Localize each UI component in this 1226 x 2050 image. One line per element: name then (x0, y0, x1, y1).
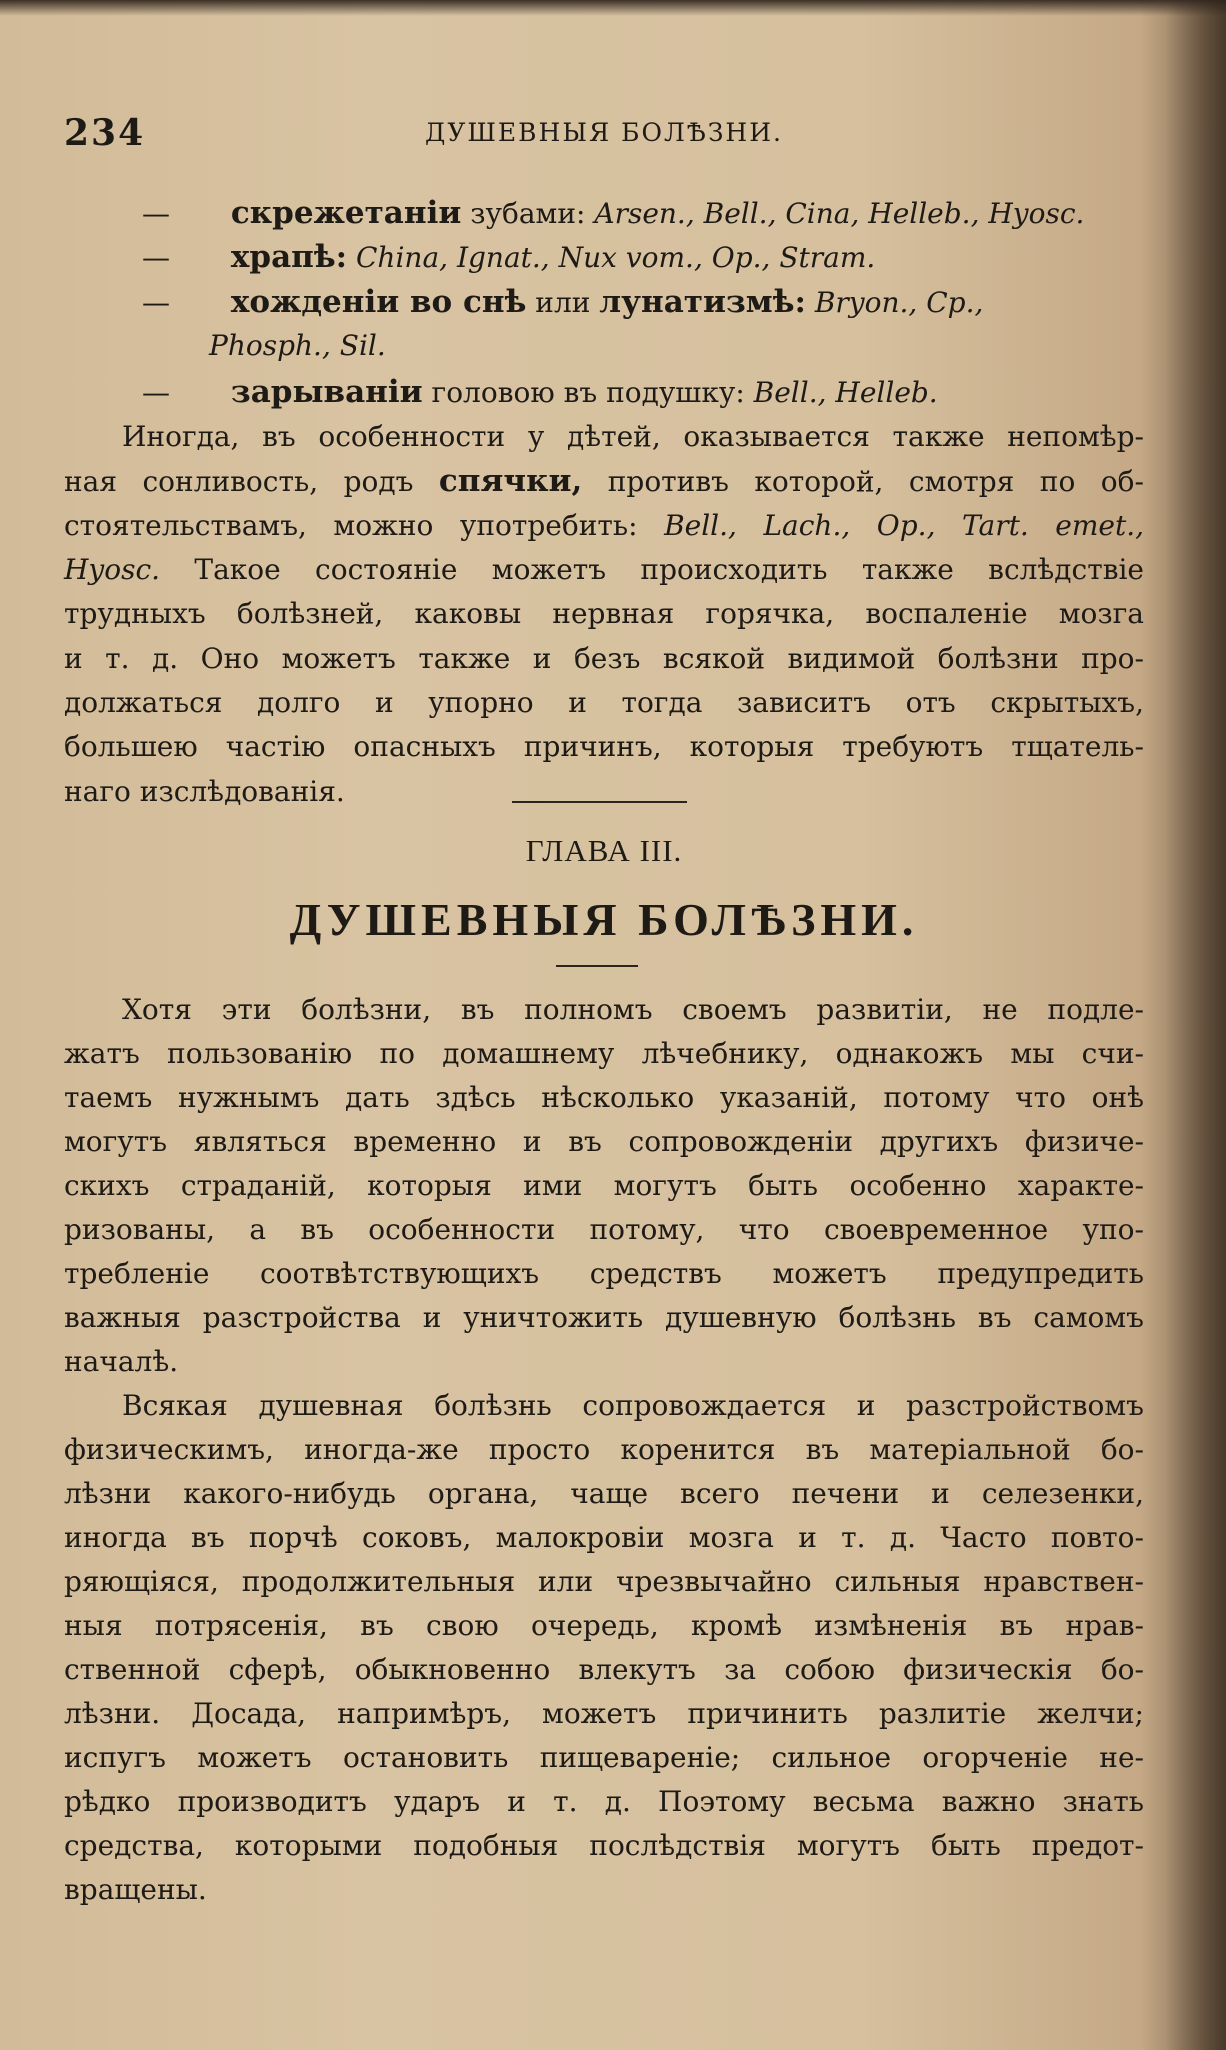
list-remedies: Bryon., Cp., (814, 286, 984, 319)
title-divider (556, 965, 638, 967)
list-connector: или (526, 286, 600, 319)
list-remedies: Arsen., Bell., Cina, Helleb., Hyosc. (594, 197, 1085, 230)
paragraph-line: Хотя эти болѣзни, въ полномъ своемъ развитіи, не подле- (122, 993, 1144, 1026)
section-divider (512, 801, 687, 803)
paragraph-line: лѣзни. Досада, напримѣръ, можетъ причинить разлитіе желчи; (64, 1697, 1144, 1730)
remedies: Bell., Lach., Op., Tart. emet., (664, 509, 1144, 542)
dash: — (142, 197, 170, 230)
paragraph-line: ризованы, а въ особенности потому, что своевременное упо- (64, 1213, 1144, 1246)
paragraph-line: жатъ пользованію по домашнему лѣчебнику, однакожъ мы счи- (64, 1037, 1144, 1070)
paragraph-line: ряющіяся, продолжительныя или чрезвычайно сильныя нравствен- (64, 1565, 1144, 1598)
paragraph-line: вращены. (64, 1873, 207, 1906)
running-title: ДУШЕВНЫЯ БОЛѢЗНИ. (425, 118, 783, 147)
paragraph-line: испугъ можетъ остановить пищевареніе; сильное огорченіе не- (64, 1741, 1144, 1774)
list-remedies: Bell., Helleb. (753, 376, 938, 409)
text-run: противъ которой, смотря по об- (582, 465, 1144, 498)
emphasis: спячки, (438, 463, 583, 499)
paragraph-line: началѣ. (64, 1345, 179, 1378)
paragraph-line: скихъ страданій, которыя ими могутъ быть особенно характе- (64, 1169, 1144, 1202)
dash: — (142, 241, 170, 274)
text-run: ная сонливость, родъ (64, 465, 439, 498)
paragraph-line: рѣдко производитъ ударъ и т. д. Поэтому весьма важно знать (64, 1785, 1144, 1818)
paragraph-line: важныя разстройства и уничтожить душевную болѣзнь въ самомъ (64, 1301, 1144, 1334)
paragraph-line: таемъ нужнымъ дать здѣсь нѣсколько указаній, потому что онѣ (64, 1081, 1144, 1114)
text-run: Такое состояніе можетъ происходить также вслѣдствіе (160, 553, 1144, 586)
list-connector: головою въ подушку: (422, 376, 754, 409)
list-remedies: Phosph., Sil. (209, 329, 386, 362)
paragraph-line: Иногда, въ особенности у дѣтей, оказывается также непомѣр- (122, 420, 1144, 453)
chapter-label: ГЛАВА III. (525, 833, 683, 868)
page-number: 234 (64, 112, 146, 154)
remedies: Hyosc. (64, 553, 161, 586)
list-item (64, 191, 1144, 235)
list-connector (347, 241, 356, 274)
dash: — (142, 376, 170, 409)
list-item-continuation (64, 324, 1144, 368)
paragraph-line (64, 548, 1144, 592)
paragraph-line: требленіе соотвѣтствующихъ средствъ можетъ предупредить (64, 1257, 1144, 1290)
list-remedies: China, Ignat., Nux vom., Op., Stram. (356, 241, 876, 274)
list-item (64, 235, 1144, 279)
paragraph-line: ныя потрясенія, въ свою очередь, кромѣ измѣненія въ нрав- (64, 1609, 1144, 1642)
list-term: лунатизмѣ: (599, 284, 806, 320)
page-gutter-shadow (1166, 0, 1226, 2050)
dash: — (142, 286, 170, 319)
paragraph-line: трудныхъ болѣзней, каковы нервная горячка, воспаленіе мозга (64, 597, 1144, 630)
list-connector: зубами: (461, 197, 595, 230)
list-item (64, 280, 1144, 324)
paragraph-line: лѣзни какого-нибудь органа, чаще всего печени и селезенки, (64, 1477, 1144, 1510)
paragraph-line: Всякая душевная болѣзнь сопровождается и разстройствомъ (122, 1389, 1144, 1422)
chapter-title: ДУШЕВНЫЯ БОЛѢЗНИ. (289, 894, 919, 945)
paragraph-line: ственной сферѣ, обыкновенно влекутъ за собою физическія бо- (64, 1653, 1144, 1686)
paragraph-line: должаться долго и упорно и тогда зависитъ отъ скрытыхъ, (64, 686, 1144, 719)
list-term: скрежетаніи (230, 195, 462, 231)
page-top-shadow (0, 0, 1226, 16)
paragraph-line: могутъ являться временно и въ сопровожденіи другихъ физиче- (64, 1125, 1144, 1158)
paragraph-line: большею частію опасныхъ причинъ, которыя требуютъ тщатель- (64, 730, 1144, 763)
paragraph-line (64, 459, 1144, 503)
list-term: храпѣ: (230, 239, 348, 275)
list-term: зарываніи (230, 374, 423, 410)
paragraph-line: и т. д. Оно можетъ также и безъ всякой видимой болѣзни про- (64, 642, 1144, 675)
list-term: хожденіи во снѣ (230, 284, 527, 320)
paragraph-line (64, 504, 1144, 548)
paragraph-line: иногда въ порчѣ соковъ, малокровіи мозга и т. д. Часто повто- (64, 1521, 1144, 1554)
paragraph-line: физическимъ, иногда-же просто коренится въ матеріальной бо- (64, 1433, 1144, 1466)
paragraph-line: наго изслѣдованія. (64, 775, 345, 808)
list-item (64, 370, 1144, 414)
page-header (64, 112, 1144, 152)
text-run: стоятельствамъ, можно употребить: (64, 509, 665, 542)
paragraph-line: средства, которыми подобныя послѣдствія могутъ быть предот- (64, 1829, 1144, 1862)
